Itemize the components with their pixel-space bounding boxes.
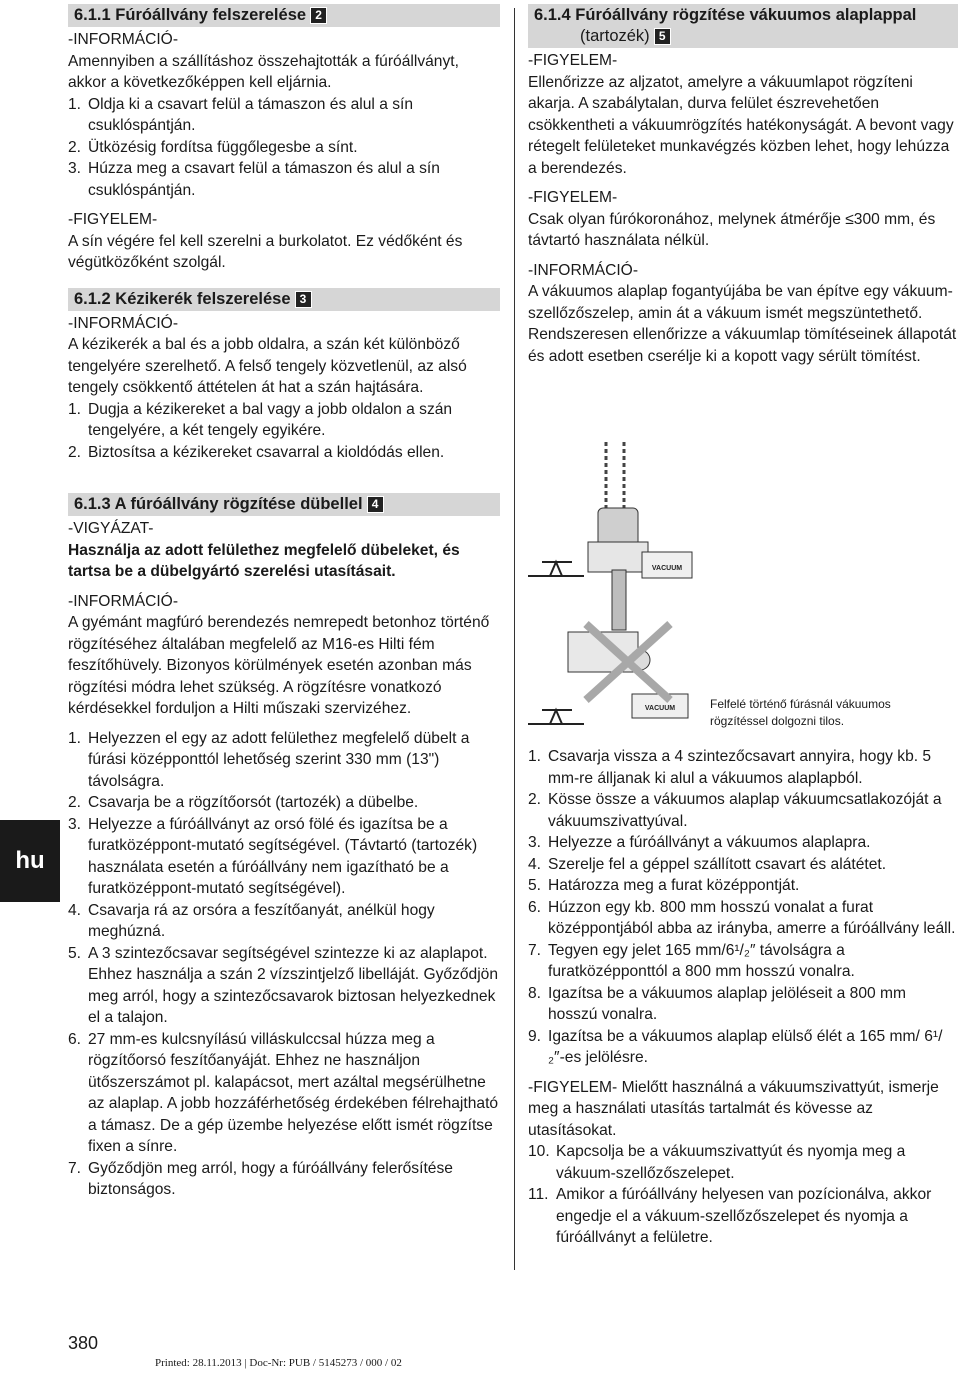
list-item: 5. A 3 szintezőcsavar segítségével szintezze ki az alaplapot. Ehhez használja a szán 2 vízszintjelző libelláját. Győződjön meg arról, hogy a szintezőcsavarok biztosan helyezkednek el a talajon.	[68, 944, 498, 1026]
caution-label: -VIGYÁZAT-	[68, 520, 154, 537]
section-6-1-3-heading: 6.1.3 A fúróállvány rögzítése dübellel 4	[68, 493, 500, 516]
list-item: 1. Oldja ki a csavart felül a támaszon és alul a sín csuklóspántján.	[68, 95, 414, 134]
steps-6-1-3	[68, 728, 500, 1201]
list-item: 9. Igazítsa be a vákuumos alaplap elülső élét a 165 mm/ 6¹/₂″-es jelölésre.	[528, 1027, 943, 1066]
caution-text: Használja az adott felülethez megfelelő dübeleket, és tartsa be a dübelgyártó szerelési utasításait.	[68, 541, 460, 580]
figure-caption: Felfelé történő fúrásnál vákuumos rögzítéssel dolgozni tilos.	[710, 697, 891, 728]
list-item: 6. 27 mm-es kulcsnyílású villáskulccsal húzza meg a rögzítőorsó feszítőanyáját. Ehhez ne használjon ütőszerszámot pl. kalapácsot, mert azáltal megsérülhetne az alaplap. A jobb hozzáférhetőség érdekében félrehajtható a támasz. De a gép üzembe helyezése előtt ismét rögzítse fixen a sínre.	[68, 1030, 499, 1155]
list-item: 2. Ütközésig fordítsa függőlegesbe a sínt.	[68, 138, 358, 156]
section-6-1-2-heading: 6.1.2 Kézikerék felszerelése 3	[68, 288, 500, 311]
steps-6-1-1	[68, 94, 500, 202]
warning-paragraph	[528, 1077, 958, 1142]
steps-6-1-2	[68, 399, 500, 464]
warning-text: Mielőtt használná a vákuumszivattyút, ismerje meg a használati utasítás tartalmát és kövesse az utasításokat.	[528, 1078, 939, 1139]
info-text: A gyémánt magfúró berendezés nemrepedt betonhoz történő rögzítéséhez általában megfelelő az M16-es Hilti fém feszítőhüvely. Bizonyos körülmények esetén azonban más rögzítési módra lehet szükség. A rögzítésre vonatkozó kérdésekkel forduljon a Hilti műszaki szervizéhez.	[68, 614, 490, 717]
figure-badge: 3	[295, 291, 312, 308]
list-item: 2. Biztosítsa a kézikereket csavarral a kioldódás ellen.	[68, 443, 445, 461]
section-6-1-4-heading: 6.1.4 Fúróállvány rögzítése vákuumos alaplappal (tartozék) 5	[528, 4, 958, 48]
steps-6-1-4-b	[528, 1141, 958, 1249]
list-item: 8. Igazítsa be a vákuumos alaplap jelöléseit a 800 mm hosszú vonalra.	[528, 984, 906, 1023]
vacuum-illustration	[528, 442, 698, 732]
list-item: 11. Amikor a fúróállvány helyesen van pozícionálva, akkor engedje el a vákuum-szellőzőszelepet és nyomja a fúróállványt a felületre.	[528, 1186, 932, 1246]
list-item: 1. Csavarja vissza a 4 szintezőcsavart annyira, hogy kb. 5 mm-re álljanak ki alul a vákuumos alaplapból.	[528, 748, 932, 787]
right-column	[528, 4, 958, 367]
steps-6-1-4-a	[528, 746, 958, 1069]
list-item: 2. Kösse össze a vákuumos alaplap vákuumcsatlakozóját a vákuumszivattyúval.	[528, 791, 942, 830]
warning-label: -FIGYELEM-	[528, 52, 618, 69]
warning-label: -FIGYELEM-	[528, 1078, 618, 1096]
warning-text: Csak olyan fúrókoronához, melynek átmérője ≤300 mm, és távtartó használata nélkül.	[528, 210, 936, 249]
figure-badge: 5	[654, 28, 671, 45]
list-item: 1. Dugja a kézikereket a bal vagy a jobb oldalon a szán tengelyére, a két tengely egyikére.	[68, 400, 453, 439]
info-text: A vákuumos alaplap fogantyújába be van építve egy vákuum-szellőzőszelep, amin át a vákuum ismét megszüntethető.	[528, 283, 953, 322]
vacuum-figure	[528, 442, 698, 732]
figure-badge: 4	[367, 496, 384, 513]
list-item: 7. Győződjön meg arról, hogy a fúróállvány felerősítése biztonságos.	[68, 1159, 453, 1198]
list-item: 3. Helyezze a fúróállványt a vákuumos alaplapra.	[528, 834, 871, 851]
info-label: -INFORMÁCIÓ-	[68, 31, 179, 48]
info-text: A kézikerék a bal és a jobb oldalra, a szán két különböző tengelyére szerelhető. A felső tengely közvetlenül, az alsó tengely csökkentő áttételen át hat a szán hajtására.	[68, 336, 467, 396]
info-label: -INFORMÁCIÓ-	[528, 261, 639, 279]
page-number: 380	[68, 1333, 99, 1353]
vacuum-label-bottom: VACUUM	[644, 705, 676, 712]
info-label: -INFORMÁCIÓ-	[68, 314, 179, 332]
left-column	[68, 4, 500, 1201]
language-tab: hu	[0, 820, 60, 902]
section-6-1-1-heading: 6.1.1 Fúróállvány felszerelése 2	[68, 4, 500, 27]
list-item: 3. Helyezze a fúróállványt az orsó fölé és igazítsa be a furatközéppont-mutató segítségével. (Távtartó (tartozék) használata esetén a fúróállvány nem igazítható be a furatközéppont-mutató segítségével).	[68, 815, 478, 897]
right-column-steps	[528, 746, 958, 1249]
warning-label: -FIGYELEM-	[68, 211, 158, 228]
list-item: 1. Helyezzen el egy az adott felülethez megfelelő dübelt a fúrási középponttól lehetőség szerint 330 mm (13") távolságra.	[68, 729, 470, 790]
info-label: -INFORMÁCIÓ-	[68, 592, 179, 610]
warning-label: -FIGYELEM-	[528, 189, 618, 206]
list-item: 6. Húzzon egy kb. 800 mm hosszú vonalat a furat középpontjából abba az irányba, amerre a fúróállvány leáll.	[528, 898, 956, 937]
print-footer: Printed: 28.11.2013 | Doc-Nr: PUB / 5145273 / 000 / 02	[155, 1357, 402, 1369]
info-text: Amennyiben a szállításhoz összehajtották a fúróállványt, akkor a következőképpen kell eljárnia.	[68, 52, 459, 91]
warning-text: Ellenőrizze az aljzatot, amelyre a vákuumlapot rögzíteni akarja. A szabálytalan, durva felület észrevehetően csökkentheti a vákuumrögzítés hatékonyságát. A bevont vagy rétegelt felületeket munkavégzés közben lehet, hogy lehúzza a berendezés.	[528, 73, 954, 177]
list-item: 2. Csavarja be a rögzítőorsót (tartozék) a dübelbe.	[68, 794, 419, 811]
list-item: 4. Szerelje fel a géppel szállított csavart és alátétet.	[528, 855, 887, 873]
list-item: 10. Kapcsolja be a vákuumszivattyút és nyomja meg a vákuum-szellőzőszelepet.	[528, 1143, 906, 1182]
figure-badge: 2	[310, 7, 327, 24]
list-item: 7. Tegyen egy jelet 165 mm/6¹/₂″ távolságra a furatközépponttól a 800 mm hosszú vonalra.	[528, 941, 855, 980]
column-divider	[514, 8, 515, 1270]
warning-text: A sín végére fel kell szerelni a burkolatot. Ez védőként és végütközőként szolgál.	[68, 232, 463, 271]
info-text: Rendszeresen ellenőrizze a vákuumlap tömítéseinek állapotát és adott esetben cserélje ki a kopott vagy sérült tömítést.	[528, 326, 957, 365]
list-item: 3. Húzza meg a csavart felül a támaszon és alul a sín csuklóspántján.	[68, 160, 440, 199]
list-item: 5. Határozza meg a furat középpontját.	[528, 877, 800, 894]
list-item: 4. Csavarja rá az orsóra a feszítőanyát, anélkül hogy meghúzná.	[68, 901, 435, 940]
vacuum-label-top: VACUUM	[651, 565, 683, 572]
